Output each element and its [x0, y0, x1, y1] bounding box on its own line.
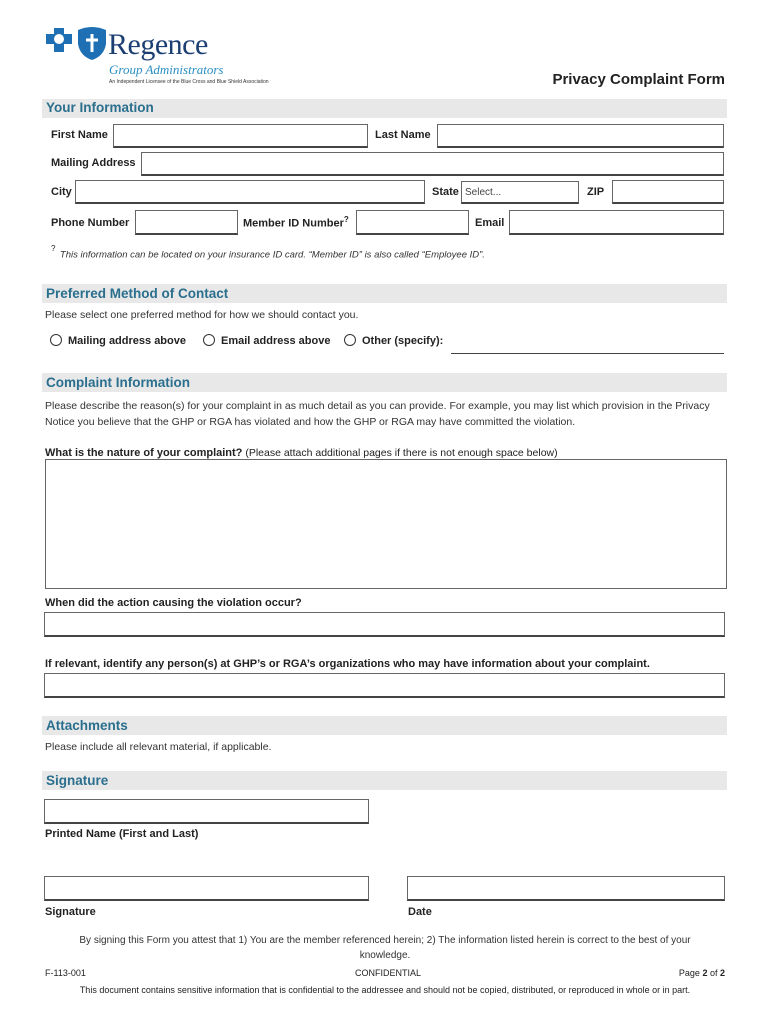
signature-label: Signature	[45, 906, 96, 918]
note-footnote-mark: ?	[51, 244, 56, 253]
disclaimer: This document contains sensitive information that is confidential to the addressee and should not be copied, distributed, or reproduced in whole or in part.	[79, 985, 691, 995]
section-bar	[42, 771, 727, 790]
radio-other-label: Other (specify):	[362, 335, 444, 347]
printed-name-label: Printed Name (First and Last)	[45, 828, 199, 840]
radio-email-address-label: Email address above	[221, 335, 331, 347]
phone-label: Phone Number	[51, 217, 130, 229]
section-title-signature: Signature	[46, 773, 109, 788]
city-field[interactable]	[75, 180, 425, 204]
last-name-label: Last Name	[375, 129, 431, 141]
radio-other[interactable]	[344, 334, 356, 346]
confidential-label: CONFIDENTIAL	[355, 968, 422, 978]
nature-question	[45, 447, 558, 459]
nature-textarea[interactable]	[45, 459, 727, 589]
page-number	[679, 968, 725, 978]
radio-mailing-address[interactable]	[50, 334, 62, 346]
when-question: When did the action causing the violation occur?	[45, 597, 302, 609]
complaint-instructions: Please describe the reason(s) for your complaint in as much detail as you can provide. For example, you may list which provision in the Privacy Notice you believe that the GHP or RGA has violated and how the GHP or RGA may have committed the violation.	[45, 400, 710, 428]
member-id-label-text: Member ID Number	[243, 217, 344, 230]
section-bar	[42, 716, 727, 735]
when-field[interactable]	[44, 612, 725, 637]
nature-question-text: What is the nature of your complaint?	[45, 447, 243, 459]
radio-email-address[interactable]	[203, 334, 215, 346]
brand-name: Regence	[108, 28, 208, 61]
state-select[interactable]	[461, 181, 579, 204]
attestation-text: By signing this Form you attest that 1) You are the member referenced herein; 2) The information listed herein is correct to the best of your knowledge.	[79, 935, 691, 961]
bcbs-logo-icon	[44, 26, 108, 62]
form-title: Privacy Complaint Form	[552, 71, 725, 88]
mailing-address-field[interactable]	[141, 152, 724, 176]
zip-label: ZIP	[587, 186, 605, 198]
brand-subtitle: Group Administrators	[109, 62, 224, 77]
contact-instructions: Please select one preferred method for how we should contact you.	[45, 309, 359, 321]
zip-field[interactable]	[612, 180, 724, 204]
member-id-note	[51, 244, 485, 262]
page-prefix: Page	[678, 968, 703, 978]
email-field[interactable]	[509, 210, 724, 235]
member-id-label	[243, 215, 349, 230]
section-title-attachments: Attachments	[46, 718, 128, 733]
date-label: Date	[408, 906, 432, 918]
page-total: 2	[719, 968, 725, 978]
state-select-value: Select...	[465, 187, 502, 198]
nature-question-hint: (Please attach additional pages if there is not enough space below)	[245, 447, 558, 459]
member-id-footnote-mark: ?	[343, 215, 349, 224]
signature-field[interactable]	[44, 876, 369, 901]
persons-field[interactable]	[44, 673, 725, 698]
section-title-complaint: Complaint Information	[46, 375, 190, 390]
member-id-field[interactable]	[356, 210, 469, 235]
note-text: This information can be located on your insurance ID card. “Member ID” is also called “Employee ID”.	[59, 249, 485, 261]
persons-question: If relevant, identify any person(s) at GHP’s or RGA’s organizations who may have information about your complaint.	[45, 658, 650, 670]
brand-tagline: An Independent Licensee of the Blue Cross and Blue Shield Association	[109, 79, 269, 85]
first-name-field[interactable]	[113, 124, 368, 148]
last-name-field[interactable]	[437, 124, 724, 148]
state-label: State	[432, 186, 459, 198]
mailing-address-label: Mailing Address	[51, 157, 136, 169]
phone-field[interactable]	[135, 210, 238, 235]
email-label: Email	[475, 217, 505, 229]
page-current: 2	[702, 968, 708, 978]
other-specify-field[interactable]	[451, 353, 724, 354]
printed-name-field[interactable]	[44, 799, 369, 824]
first-name-label: First Name	[51, 129, 108, 141]
page-of: of	[707, 968, 720, 978]
radio-mailing-address-label: Mailing address above	[68, 335, 186, 347]
section-title-preferred-contact: Preferred Method of Contact	[46, 286, 229, 301]
date-field[interactable]	[407, 876, 725, 901]
attachments-text: Please include all relevant material, if applicable.	[45, 741, 272, 753]
section-title-your-information: Your Information	[46, 100, 154, 115]
form-number: F-113-001	[45, 968, 86, 978]
city-label: City	[51, 186, 72, 198]
